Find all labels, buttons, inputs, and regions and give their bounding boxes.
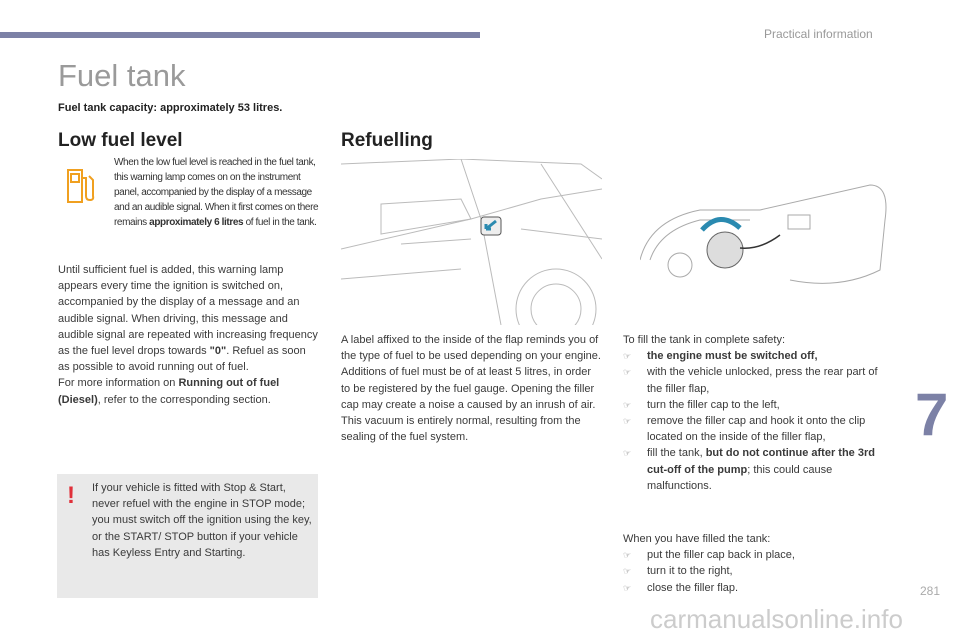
watermark: carmanualsonline.info xyxy=(650,604,903,634)
refuelling-body: A label affixed to the inside of the flap reminds you of the type of fuel to be used depending on your engine. Additions of fuel must be of at least 5 litres, in order to be registered by the fuel gauge. Opening the filler cap may create a noise a caused by an inrush of air. This vacuum is entirely normal, resulting from the sealing of the fuel system. xyxy=(341,334,601,444)
safety-step: ☞ fill the tank, but do not continue after the 3rd cut-off of the pump; this could cause malfunctions. xyxy=(623,445,893,494)
safety-intro: To fill the tank in complete safety: xyxy=(623,334,786,346)
safety-step: ☞ the engine must be switched off, xyxy=(623,348,893,364)
after-fill-instructions xyxy=(623,531,893,596)
header-bar xyxy=(0,32,480,38)
after-step: ☞ put the filler cap back in place, xyxy=(623,547,893,563)
low-fuel-body: Until sufficient fuel is added, this warning lamp appears every time the ignition is switched on, accompanied by the display of a message and an audible signal. When driving, this message and audible signal are repeated with increasing frequency as the fuel level drops towards "0". Refuel as soon as possible to avoid running out of fuel. For more information on Running out of fuel (Diesel), refer to the corresponding section. xyxy=(58,264,318,406)
car-rear-illustration xyxy=(341,159,602,325)
note-text: If your vehicle is fitted with Stop & Start, never refuel with the engine in STOP mode; you must switch off the ignition using the key, or the START/ STOP button if your vehicle has Keyless Entry and Starting. xyxy=(92,482,312,559)
lamp-description: When the low fuel level is reached in the fuel tank, this warning lamp comes on on the instrument panel, accompanied by the display of a message and an audible signal. When it first comes on there remains approximately 6 litres of fuel in the tank. xyxy=(114,157,319,228)
page-number: 281 xyxy=(920,584,941,598)
safety-step: ☞ remove the filler cap and hook it onto the clip located on the inside of the filler flap, xyxy=(623,413,893,445)
fuel-pump-icon xyxy=(64,166,98,206)
filler-cap-illustration xyxy=(640,180,890,305)
capacity-text: Fuel tank capacity: approximately 53 litres. xyxy=(58,102,283,114)
page-title: Fuel tank xyxy=(58,58,186,93)
warning-note xyxy=(57,474,318,598)
safety-instructions xyxy=(623,332,893,494)
after-step: ☞ turn it to the right, xyxy=(623,563,893,579)
safety-step: ☞ with the vehicle unlocked, press the rear part of the filler flap, xyxy=(623,364,893,396)
safety-step: ☞ turn the filler cap to the left, xyxy=(623,397,893,413)
warning-icon: ! xyxy=(67,482,75,509)
chapter-number: 7 xyxy=(915,381,949,448)
section-header: Practical information xyxy=(764,27,873,41)
after-step: ☞ close the filler flap. xyxy=(623,580,893,596)
refuelling-heading: Refuelling xyxy=(341,130,433,151)
after-intro: When you have filled the tank: xyxy=(623,533,771,545)
low-fuel-heading: Low fuel level xyxy=(58,130,183,151)
